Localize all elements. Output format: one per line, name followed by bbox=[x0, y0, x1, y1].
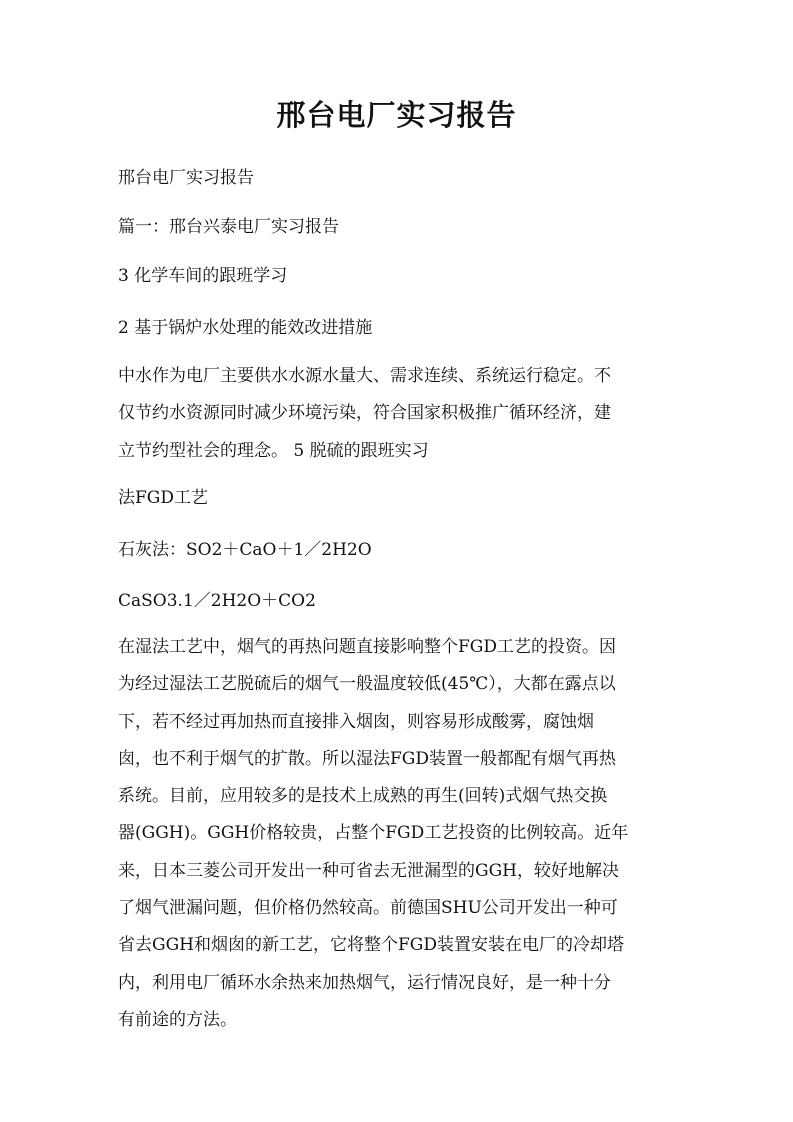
paragraph-item-3: 3 化学车间的跟班学习 bbox=[118, 266, 288, 286]
paragraph-fgd-process: 法FGD工艺 bbox=[118, 488, 209, 508]
text-line: 内，利用电厂循环水余热来加热烟气，运行情况良好，是一种十分 bbox=[118, 972, 611, 993]
text-line: 下，若不经过再加热而直接排入烟囱，则容易形成酸雾，腐蚀烟 bbox=[118, 711, 594, 732]
text-line: 中水作为电厂主要供水水源水量大、需求连续、系统运行稳定。不 bbox=[118, 366, 611, 386]
paragraph-product-formula: CaSO3.1／2H2O＋CO2 bbox=[118, 591, 316, 611]
text-line: 了烟气泄漏问题，但价格仍然较高。前德国SHU公司开发出一种可 bbox=[118, 898, 618, 919]
text-line: 器(GGH)。GGH价格较贵，占整个FGD工艺投资的比例较高。近年 bbox=[118, 823, 629, 844]
text-line: 仅节约水资源同时减少环境污染，符合国家积极推广循环经济，建 bbox=[118, 403, 611, 424]
paragraph-wet-process bbox=[118, 629, 678, 1039]
text-line: 有前途的方法。 bbox=[118, 1009, 237, 1030]
text-line: 系统。目前，应用较多的是技术上成熟的再生(回转)式烟气热交换 bbox=[118, 786, 608, 807]
paragraph-subtitle: 邢台电厂实习报告 bbox=[118, 168, 254, 188]
paragraph-water-supply bbox=[118, 358, 678, 470]
text-line: 在湿法工艺中，烟气的再热问题直接影响整个FGD工艺的投资。因 bbox=[118, 637, 617, 657]
text-line: 省去GGH和烟囱的新工艺，它将整个FGD装置安装在电厂的冷却塔 bbox=[118, 935, 624, 956]
document-title: 邢台电厂实习报告 bbox=[276, 98, 517, 132]
text-line: 囱，也不利于烟气的扩散。所以湿法FGD装置一般都配有烟气再热 bbox=[118, 748, 617, 769]
text-line: 来，日本三菱公司开发出一种可省去无泄漏型的GGH，较好地解决 bbox=[118, 860, 619, 881]
paragraph-item-2: 2 基于锅炉水处理的能效改进措施 bbox=[118, 318, 373, 338]
text-line: 立节约型社会的理念。 5 脱硫的跟班实习 bbox=[118, 440, 429, 461]
paragraph-section-heading: 篇一：邢台兴泰电厂实习报告 bbox=[118, 217, 339, 237]
text-line: 为经过湿法工艺脱硫后的烟气一般温度较低(45℃），大都在露点以 bbox=[118, 674, 616, 695]
paragraph-lime-formula: 石灰法：SO2＋CaO＋1／2H2O bbox=[118, 540, 372, 560]
